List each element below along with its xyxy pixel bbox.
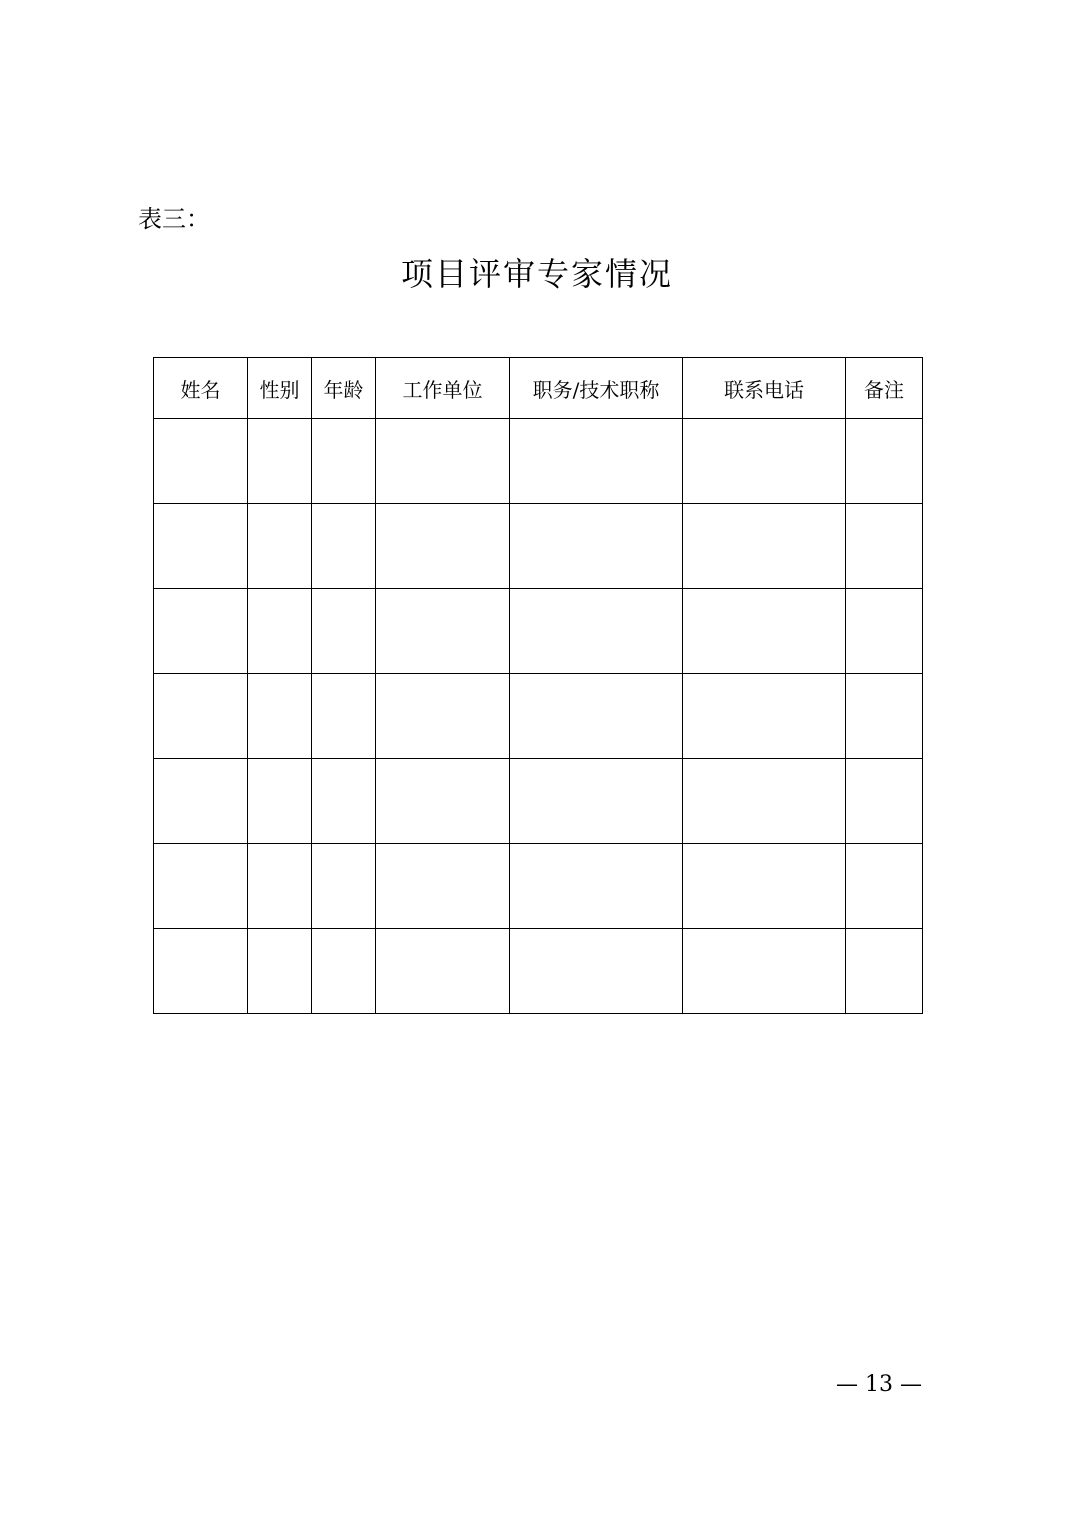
table-row — [154, 929, 923, 1014]
cell-work-unit — [376, 589, 510, 674]
cell-remarks — [846, 504, 923, 589]
cell-position-title — [510, 759, 683, 844]
cell-work-unit — [376, 674, 510, 759]
table-row — [154, 674, 923, 759]
cell-remarks — [846, 844, 923, 929]
cell-name — [154, 504, 248, 589]
cell-gender — [248, 419, 312, 504]
cell-name — [154, 759, 248, 844]
cell-age — [312, 589, 376, 674]
cell-gender — [248, 504, 312, 589]
cell-position-title — [510, 674, 683, 759]
cell-phone — [683, 674, 846, 759]
cell-remarks — [846, 589, 923, 674]
cell-name — [154, 929, 248, 1014]
header-remarks: 备注 — [846, 358, 923, 419]
cell-work-unit — [376, 929, 510, 1014]
cell-gender — [248, 589, 312, 674]
cell-phone — [683, 844, 846, 929]
cell-phone — [683, 419, 846, 504]
cell-work-unit — [376, 759, 510, 844]
cell-name — [154, 844, 248, 929]
cell-work-unit — [376, 844, 510, 929]
cell-position-title — [510, 589, 683, 674]
header-age: 年龄 — [312, 358, 376, 419]
cell-position-title — [510, 419, 683, 504]
cell-work-unit — [376, 419, 510, 504]
cell-position-title — [510, 504, 683, 589]
cell-age — [312, 504, 376, 589]
cell-position-title — [510, 929, 683, 1014]
cell-gender — [248, 759, 312, 844]
cell-age — [312, 844, 376, 929]
cell-phone — [683, 504, 846, 589]
cell-name — [154, 674, 248, 759]
cell-age — [312, 674, 376, 759]
expert-table — [153, 357, 923, 1014]
cell-gender — [248, 844, 312, 929]
cell-name — [154, 419, 248, 504]
cell-age — [312, 419, 376, 504]
cell-phone — [683, 589, 846, 674]
cell-work-unit — [376, 504, 510, 589]
table-row — [154, 759, 923, 844]
header-work-unit: 工作单位 — [376, 358, 510, 419]
table-header-row — [154, 358, 923, 419]
table-row — [154, 589, 923, 674]
cell-phone — [683, 929, 846, 1014]
cell-gender — [248, 929, 312, 1014]
table-row — [154, 504, 923, 589]
cell-age — [312, 759, 376, 844]
cell-remarks — [846, 929, 923, 1014]
cell-age — [312, 929, 376, 1014]
page-number: — 13 — — [836, 1372, 922, 1397]
cell-name — [154, 589, 248, 674]
cell-remarks — [846, 674, 923, 759]
cell-remarks — [846, 759, 923, 844]
table-row — [154, 419, 923, 504]
header-position-title: 职务/技术职称 — [510, 358, 683, 419]
document-title: 项目评审专家情况 — [400, 255, 673, 293]
header-name: 姓名 — [154, 358, 248, 419]
cell-phone — [683, 759, 846, 844]
cell-remarks — [846, 419, 923, 504]
table-label: 表三： — [138, 205, 210, 233]
table-row — [154, 844, 923, 929]
cell-position-title — [510, 844, 683, 929]
cell-gender — [248, 674, 312, 759]
header-phone: 联系电话 — [683, 358, 846, 419]
header-gender: 性别 — [248, 358, 312, 419]
